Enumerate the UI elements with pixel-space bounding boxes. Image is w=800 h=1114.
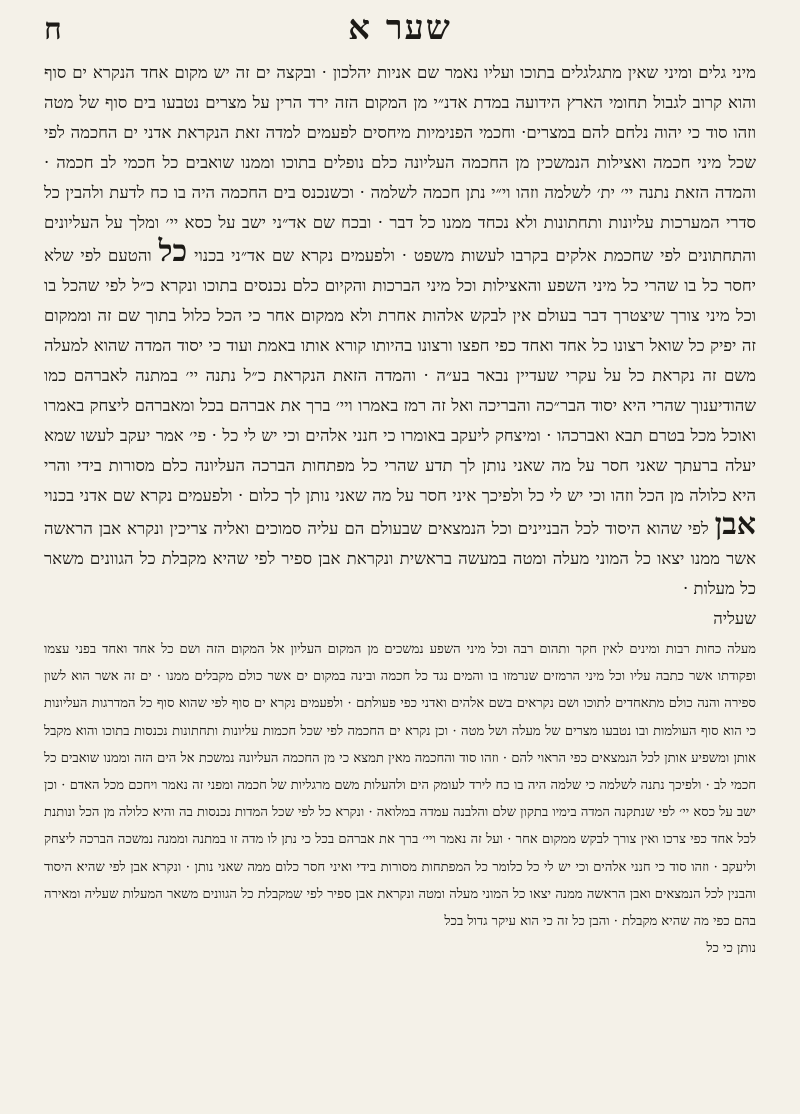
commentary-block: [44, 636, 756, 962]
main-text-part-3: לפי שהוא היסוד לכל הבניינים וכל הנמצאים שבעולם הם עליה סמוכים ואליה צריכין ונקרא אבן הראשה אשר ממנו יצאו כל המוני מעלה ומטה במעשה בראשית ונקראת אבן ספיר לפי שהיא מקבלת כל הגוונים משאר כל מעלות ·: [44, 519, 756, 598]
commentary-end: נותן כי כל: [706, 941, 756, 957]
running-title: שער א: [348, 8, 452, 48]
catchword: שעליה: [713, 609, 756, 628]
main-text-part-1: מיני גלים ומיני שאין מתגלגלים בתוכו ועליו נאמר שם אניות יהלכון · ובקצה ים זה יש מקום אחד הנקרא ים סוף והוא קרוב לגבול תחומי הארץ הידועה במדת אדנ״י מן המקום הזה ירד הרין על מצרים נטבעו בים סוף של מטה וזהו סוד כי יהוה נלחם להם במצרים· וחכמי הפנימיות מיחסים לפעמים למדה זאת הנקראת אדני ים החכמה לפי שכל מיני חכמה ואצילות הנמשכין מן החכמה העליונה כלם נופלים בתוכו וממנו שואבים כל חכמי לב חכמה · והמדה הזאת נתנה יי׳ ית׳ לשלמה וזהו וי״י נתן חכמה לשלמה · וכשנכנס בים החכמה היה בו כח לדעת ולהבין כל סדרי המערכות עליונות ותחתונות ולא נכחד ממנו כל דבר · ובכח שם אד״ני ישב על כסא יי׳ ומלך על העליונים והתחתונים לפי שחכמת אלקים בקרבו לעשות משפט · ולפעמים נקרא שם אד״ני בכנוי: [44, 63, 756, 265]
keyword-even: אבן: [714, 507, 756, 542]
main-text: [44, 58, 756, 604]
page-number: ח: [44, 12, 62, 47]
page-header: [44, 8, 756, 52]
commentary-text: מעלה כחות רבות ומינים לאין חקר ותהום רבה וכל מיני השפע נמשכים מן המקום העליון אל המקום הזה ושם כל אחד ואחד בפני עצמו ופקודתו אשר כתבה עליו וכל מיני הרמזים שנרמזו בו והמים נגד כל חכמה ובינה במקום ים אשר כולם מקבלים ממנו · ים זה אשר הוא לשון ספירה והנה כולם מתאחדים לתוכו ושם נקראים בשם אלהים ואדני כפי פעולתם · ולפעמים נקרא ים סוף לפי שהוא סוף כל המדרגות העליונות כי הוא סוף העולמות ובו נטבעו מצרים של מעלה ושל מטה · וכן נקרא ים החכמה לפי שכל חכמות עליונות ותחתונות נכנסות בתוכו והוא מקבל אותן ומשפיע אותן לכל הנמצאים כפי הראוי להם · וזהו סוד והחכמה מאין תמצא כי מן החכמה העליונה נמשכת אל הים הזה וממנו שואבים כל חכמי לב · ולפיכך נתנה לשלמה כי שלמה היה בו כח לירד לעומק הים ולהעלות משם מרגליות של חכמה ומפני זה נאמר ויחכם מכל האדם · וכן ישב על כסא יי׳ לפי שנתקנה המדה בימיו בתקון שלם והלבנה עמדה במלואה · ונקרא כל לפי שכל המדות נכנסות בה והיא כלולה מן הכל ונותנת לכל אחד כפי צרכו ואין צורך לבקש ממקום אחר · ועל זה נאמר ויי׳ ברך את אברהם בכל כי נתן לו מדה זו במתנה וממנה נמשכה הברכה ליצחק וליעקב · וזהו סוד כי חנני אלהים וכי יש לי כל כלומר כל המפתחות מסורות בידי ואיני חסר כלום ממה שאני נותן · ונקרא אבן לפי שהיא היסוד והבנין לכל הנמצאים ואבן הראשה ממנה יצאו כל המוני מעלה ומטה ונקראת אבן ספיר לפי שמקבלת כל הגוונים משאר המעלות שעליה ומאירה בהם כפי מה שהיא מקבלת · והבן כל זה כי הוא עיקר גדול בכל: [44, 642, 756, 930]
keyword-kol: כל: [158, 234, 188, 269]
main-text-part-2: והטעם לפי שלא יחסר כל בו שהרי כל מיני השפע והאצילות וכל מיני הברכות והקיום כלם נכנסים בתוכו ונקרא כ״ל לפי שהכל בו וכל מיני צורך שיצטרך דבר בעולם אין לבקש אלהות אחרת ולא ממקום אחר כי הכל כלול בתוך שם זה וממקום זה יפיק כל שואל רצונו כל אחד ואחד כפי חפצו ורצונו בהיותו קורא אותו באמת ועוד כי יסוד המדה שהוא למעלה משם זה נקראת כל על עקרי שעדיין נבאר בע״ה · והמדה הזאת הנקראת כ״ל נתנה יי׳ במתנה לאברהם כמו שהודיענוך שהרי היא יסוד הבר״כה והבריכה ואל זה רמז באמרו ויי׳ ברך את אברהם בכל ומאברהם ליצחק באמרו ואוכל מכל בטרם תבא ואברכהו · ומיצחק ליעקב באומרו כי חנני אלהים וכי יש לי כל · פי׳ אמר יעקב לעשו שמא יעלה ברעתך שאני חסר על מה שאני נותן לך תדע שהרי כל מפתחות הברכה העליונה כלם מסורות בידי והרי היא כלולה מן הכל וזהו וכי יש לי כל ולפיכך איני חסר על מה שאני נותן לך כלום · ולפעמים נקרא שם אדני בכנוי: [44, 246, 756, 505]
